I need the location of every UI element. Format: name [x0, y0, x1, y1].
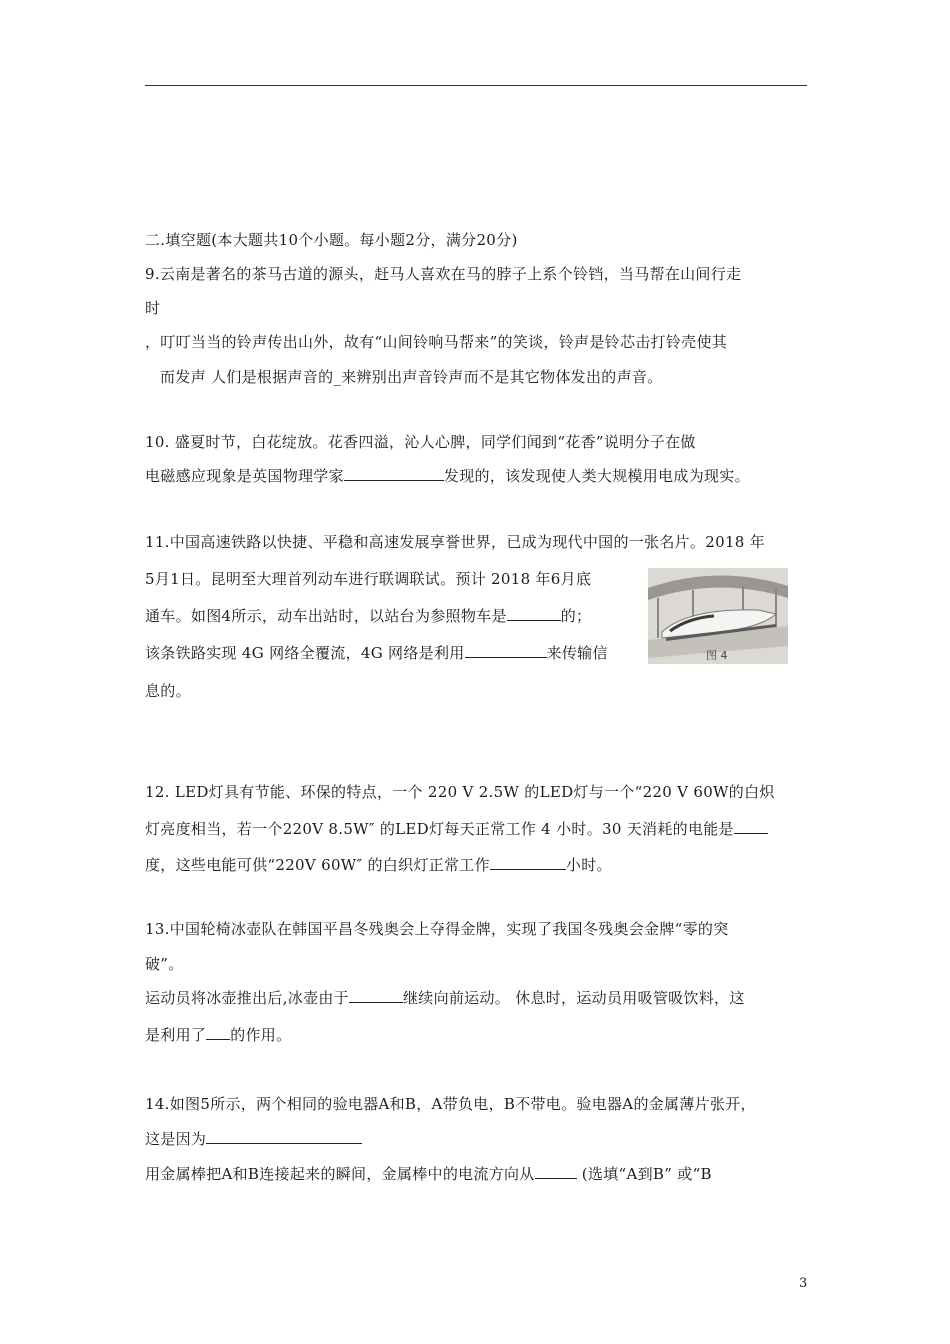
figure-4-train-photo — [648, 568, 788, 664]
q12-line-1: 12. LED灯具有节能、环保的特点，一个 220 V 2.5W 的LED灯与一个“220 V 60W的白炽 — [145, 783, 775, 801]
page-number: 3 — [799, 1276, 808, 1291]
q13-line-2: 破”。 — [145, 955, 184, 973]
q12-text-a: 灯亮度相当，若一个220V 8.5W″ 的LED灯每天正常工作 4 小时。30 天消耗的电能是 — [145, 820, 734, 838]
answer-blank[interactable] — [206, 1129, 362, 1144]
q13-text-d: 的作用。 — [230, 1026, 292, 1044]
q13-text-b: 继续向前运动。 休息时，运动员用吸管吸饮料，这 — [402, 989, 745, 1007]
q13-line-4 — [145, 1025, 291, 1045]
section-heading: 二.填空题(本大题共10个小题。每小题2分，满分20分) — [145, 231, 518, 249]
answer-blank[interactable] — [535, 1164, 577, 1179]
q9-line-1: 9.云南是著名的茶马古道的源头，赶马人喜欢在马的脖子上系个铃铛，当马帮在山间行走 — [145, 265, 742, 283]
q10-line-1: 10. 盛夏时节，白花绽放。花香四溢，沁人心脾，同学们闻到“花香”说明分子在做 — [145, 433, 696, 451]
figure-caption: 图 4 — [706, 649, 728, 662]
q13-text-a: 运动员将冰壶推出后,冰壶由于 — [145, 989, 349, 1007]
q10-line-2 — [145, 466, 750, 486]
answer-blank[interactable] — [344, 466, 444, 481]
answer-blank[interactable] — [206, 1025, 230, 1040]
answer-blank[interactable] — [349, 988, 403, 1003]
q11-line-1: 11.中国高速铁路以快捷、平稳和高速发展享誉世界，已成为现代中国的一张名片。2018 年 — [145, 533, 766, 551]
q11-text-b: 的； — [560, 607, 592, 625]
q11-text-d: 来传输信 — [546, 644, 608, 662]
answer-blank[interactable] — [465, 643, 547, 658]
q12-line-2 — [145, 819, 768, 839]
q13-line-1: 13.中国轮椅冰壶队在韩国平昌冬残奥会上夺得金牌，实现了我国冬残奥会金牌“零的突 — [145, 920, 729, 938]
q9-line-4: 而发声 人们是根据声音的_来辨别出声音铃声而不是其它物体发出的声音。 — [160, 368, 663, 386]
q14-text-b: 用金属棒把A和B连接起来的瞬间，金属棒中的电流方向从 — [145, 1165, 535, 1183]
q11-text-c: 该条铁路实现 4G 网络全覆流，4G 网络是利用 — [145, 644, 465, 662]
q9-line-2: 时 — [145, 299, 161, 317]
answer-blank[interactable] — [734, 819, 768, 834]
header-rule — [145, 85, 807, 86]
q11-line-4 — [145, 643, 608, 663]
q10-text-b: 发现的，该发现使人类大规模用电成为现实。 — [443, 467, 750, 485]
q14-line-3 — [145, 1164, 712, 1184]
q14-text-a: 这是因为 — [145, 1130, 207, 1148]
q13-text-c: 是利用了 — [145, 1026, 207, 1044]
q11-line-3 — [145, 606, 591, 626]
q12-text-b: 度，这些电能可供“220V 60W″ 的白织灯正常工作 — [145, 856, 490, 874]
answer-blank[interactable] — [490, 855, 566, 870]
answer-blank[interactable] — [507, 606, 561, 621]
q11-line-5: 息的。 — [145, 682, 191, 700]
q14-line-2 — [145, 1129, 362, 1149]
q11-line-2: 5月1日。昆明至大理首列动车进行联调联试。预计 2018 年6月底 — [145, 570, 592, 588]
q13-line-3 — [145, 988, 745, 1008]
q12-line-3 — [145, 855, 612, 875]
q14-line-1: 14.如图5所示，两个相同的验电器A和B，A带负电，B不带电。验电器A的金属薄片张开， — [145, 1095, 756, 1113]
q12-text-c: 小时。 — [565, 856, 612, 874]
q14-text-c: (选填“A到B” 或“B — [581, 1165, 712, 1183]
q11-text-a: 通车。如图4所示，动车出站时，以站台为参照物车是 — [145, 607, 507, 625]
q10-text-a: 电磁感应现象是英国物理学家 — [145, 467, 344, 485]
q9-line-3: ，叮叮当当的铃声传出山外，故有“山间铃响马帮来”的笑谈，铃声是铃芯击打铃壳使其 — [145, 333, 728, 351]
